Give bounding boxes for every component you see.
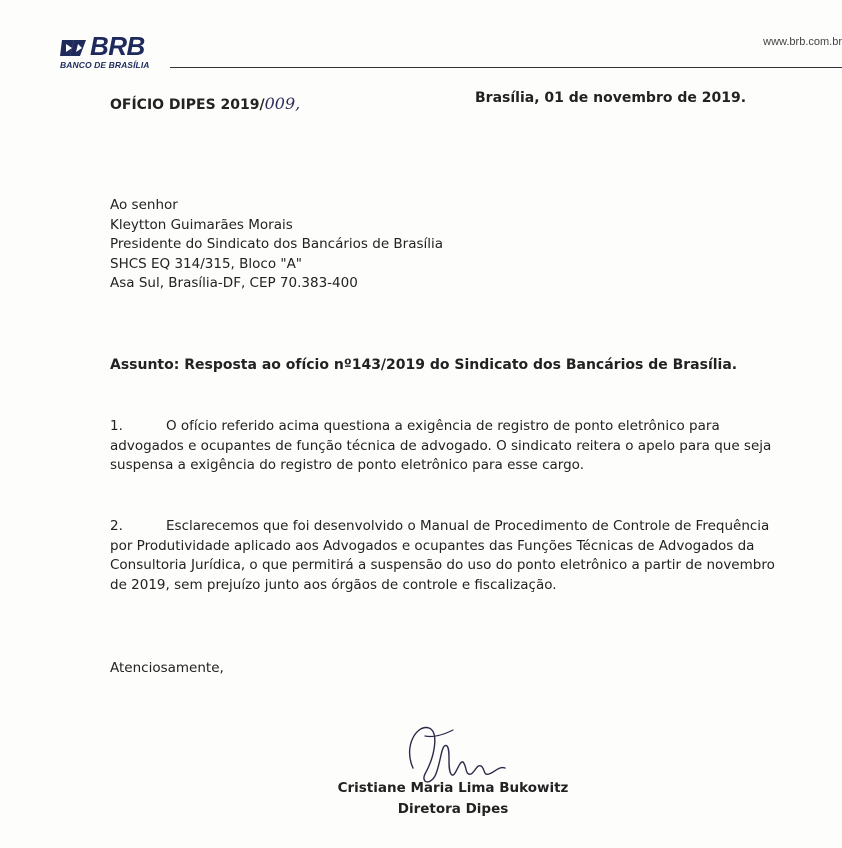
brb-logo <box>60 31 180 70</box>
reference-label: OFÍCIO DIPES 2019/ <box>110 97 265 113</box>
paragraph-2 <box>110 517 790 595</box>
logo-subtitle: BANCO DE BRASÍLIA <box>60 60 150 70</box>
paragraph-1 <box>110 417 790 476</box>
address-line: Kleytton Guimarães Morais <box>110 216 293 233</box>
document-date: Brasília, 01 de novembro de 2019. <box>475 90 747 106</box>
signatory-role: Diretora Dipes <box>397 801 509 817</box>
brb-emblem-icon <box>60 38 88 58</box>
address-line: SHCS EQ 314/315, Bloco "A" <box>110 255 303 272</box>
paragraph-text: O ofício referido acima questiona a exigência de registro de ponto eletrônico para advogados e ocupantes de função técnica de advogado. O sindicato reitera o apelo para que seja suspensa a exigência do registro de ponto eletrônico para esse cargo. <box>110 418 772 473</box>
logo-text: BRB <box>90 31 145 61</box>
subject-line: Assunto: Resposta ao ofício nº143/2019 do Sindicato dos Bancários de Brasília. <box>110 357 738 373</box>
header-divider <box>170 67 842 68</box>
reference-handwritten-number: 009, <box>264 94 301 113</box>
address-line: Asa Sul, Brasília-DF, CEP 70.383-400 <box>110 275 358 291</box>
document-reference <box>110 94 300 113</box>
logo-mark <box>60 31 180 61</box>
signatory-name: Cristiane Maria Lima Bukowitz <box>337 780 569 796</box>
closing-salutation: Atenciosamente, <box>110 660 224 676</box>
paragraph-number: 2. <box>110 518 123 534</box>
address-line: Presidente do Sindicato dos Bancários de Brasília <box>110 236 444 252</box>
paragraph-number: 1. <box>110 418 123 434</box>
recipient-address <box>110 196 443 294</box>
website-url: www.brb.com.br <box>763 36 842 48</box>
address-line: Ao senhor <box>110 197 178 213</box>
paragraph-text: Esclarecemos que foi desenvolvido o Manual de Procedimento de Controle de Frequência por Produtividade aplicado aos Advogados e ocupantes das Funções Técnicas de Advogados da Consultoria Jurídica, o que permitirá a suspensão do uso do ponto eletrônico a partir de novembro de 2019, sem prejuízo junto aos órgãos de controle e fiscalização. <box>110 518 775 593</box>
